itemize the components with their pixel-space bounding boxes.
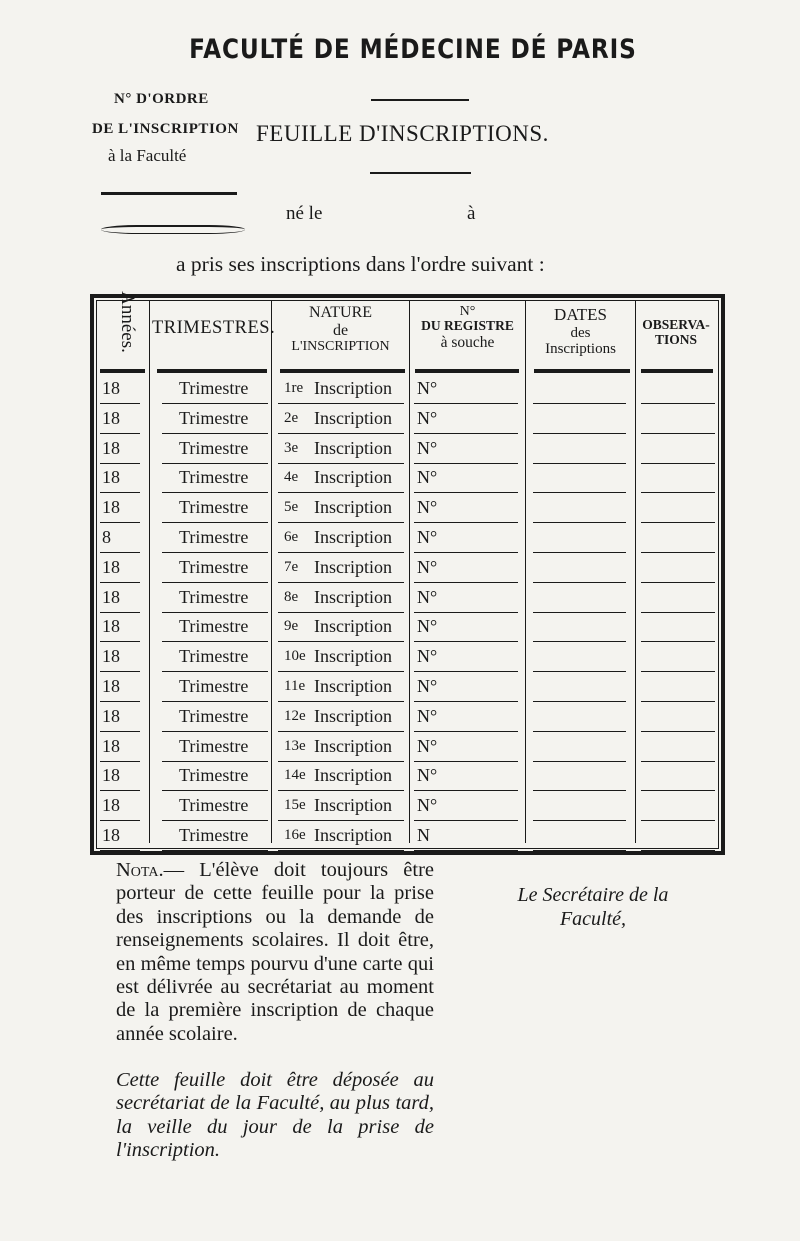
row-rule (414, 850, 518, 851)
inscription-cell: Inscription (314, 437, 392, 458)
header-nature (272, 304, 409, 355)
inscription-number-cell: 12e (284, 707, 306, 724)
registre-number-cell: N° (417, 735, 438, 756)
inscription-number-cell: 1re (284, 380, 304, 396)
year-cell: 18 (102, 825, 120, 845)
trimestre-cell: Trimestre (179, 497, 249, 518)
signature-line2: Faculté, (559, 908, 627, 930)
table-row (96, 612, 716, 642)
inscription-cell: Inscription (314, 407, 392, 428)
header-dates-line1: DATES (554, 305, 607, 324)
header-registre (410, 304, 525, 351)
feuille-title: FEUILLE D'INSCRIPTIONS. (256, 121, 549, 146)
registre-number-cell: N° (417, 705, 438, 726)
header-registre-line3: à souche (440, 334, 495, 352)
header-observations-line1: OBSERVA- (642, 317, 710, 332)
inscription-cell: Inscription (314, 467, 392, 488)
table-row (96, 493, 716, 523)
year-cell: 18 (102, 586, 120, 607)
registre-number-cell: N° (417, 527, 438, 547)
nota-label: Nota. (116, 859, 164, 881)
registre-number-cell: N° (417, 378, 438, 398)
inscription-number-cell: 5e (284, 499, 299, 516)
nota-text: — L'élève doit toujours être porteur de cette feuille pour la prise des inscriptions ou la demande de renseignements scolaires. Il doit être, en même temps pourvu d'une carte qui est délivrée au secrétariat au moment de la première inscription de chaque année scolaire. (116, 859, 434, 1045)
registre-number-cell: N° (417, 646, 438, 667)
table-row (96, 672, 716, 702)
a-la-faculte-label: à la Faculté (108, 146, 187, 165)
inscription-cell: Inscription (314, 795, 392, 816)
faculte-line (370, 172, 471, 174)
header-underline-observations (641, 369, 713, 373)
table-row (96, 553, 716, 583)
registre-number-cell: N (417, 825, 430, 845)
table-row (96, 732, 716, 762)
header-underline-registre (415, 369, 519, 373)
trimestre-cell: Trimestre (179, 527, 249, 547)
year-cell: 18 (102, 676, 120, 696)
trimestre-cell: Trimestre (179, 467, 249, 488)
registre-number-cell: N° (417, 586, 438, 607)
header-underline-dates (534, 369, 630, 373)
header-annees: Années. (117, 291, 138, 353)
registre-number-cell: N° (417, 676, 438, 696)
registre-number-cell: N° (417, 556, 438, 577)
numero-ordre-line (371, 99, 469, 101)
inscription-cell: Inscription (314, 497, 392, 518)
table-row (96, 463, 716, 493)
row-rule (100, 850, 140, 851)
trimestre-cell: Trimestre (179, 407, 249, 428)
trimestre-cell: Trimestre (179, 437, 249, 458)
registre-number-cell: N° (417, 795, 438, 816)
nota-paragraph (116, 859, 434, 1046)
table-row (96, 761, 716, 791)
table-row (96, 374, 716, 404)
page-title: FACULTÉ DE MÉDECINE DÉ PARIS (189, 34, 637, 65)
name-line-flourish (101, 225, 245, 234)
intro-text: a pris ses inscriptions dans l'ordre suivant : (176, 252, 545, 276)
inscription-number-cell: 2e (284, 409, 299, 426)
year-cell: 8 (102, 527, 111, 547)
year-cell: 18 (102, 765, 120, 786)
signature-line1: Le Secrétaire de la (517, 884, 669, 906)
year-cell: 18 (102, 735, 120, 756)
year-cell: 18 (102, 378, 120, 398)
numero-ordre-label: N° D'ORDRE (114, 91, 209, 107)
registre-number-cell: N° (417, 497, 438, 518)
header-registre-line2: DU REGISTRE (421, 318, 514, 334)
name-line-top (101, 192, 237, 195)
year-cell: 18 (102, 646, 120, 667)
a-label: à (467, 203, 476, 224)
inscription-cell: Inscription (314, 556, 392, 577)
trimestre-cell: Trimestre (179, 735, 249, 756)
table-row (96, 821, 716, 851)
year-cell: 18 (102, 467, 120, 488)
inscription-cell: Inscription (314, 378, 392, 398)
inscription-cell: Inscription (314, 765, 392, 786)
year-cell: 18 (102, 616, 120, 637)
header-dates-line2: des (570, 324, 591, 341)
inscription-cell: Inscription (314, 586, 392, 607)
header-trimestres: TRIMESTRES. (152, 318, 276, 338)
header-observations (636, 318, 716, 348)
header-registre-line1: N° (459, 304, 476, 319)
trimestre-cell: Trimestre (179, 616, 249, 637)
header-underline-annees (100, 369, 145, 373)
year-cell: 18 (102, 497, 120, 518)
table-row (96, 642, 716, 672)
header-observations-line2: TIONS (654, 331, 698, 347)
year-cell: 18 (102, 556, 120, 577)
inscription-cell: Inscription (314, 527, 392, 547)
table-row (96, 404, 716, 434)
inscription-number-cell: 6e (284, 529, 299, 545)
inscription-number-cell: 14e (284, 767, 306, 784)
header-dates-line3: Inscriptions (545, 341, 616, 358)
inscription-number-cell: 10e (284, 648, 306, 665)
table-row (96, 702, 716, 732)
registre-number-cell: N° (417, 467, 438, 488)
trimestre-cell: Trimestre (179, 556, 249, 577)
inscription-number-cell: 9e (284, 618, 299, 635)
trimestre-cell: Trimestre (179, 586, 249, 607)
year-cell: 18 (102, 705, 120, 726)
year-cell: 18 (102, 407, 120, 428)
row-rule (533, 850, 626, 851)
inscription-number-cell: 11e (284, 678, 306, 694)
table-row (96, 791, 716, 821)
table-row (96, 523, 716, 553)
row-rule (162, 850, 268, 851)
trimestre-cell: Trimestre (179, 765, 249, 786)
registre-number-cell: N° (417, 407, 438, 428)
inscription-number-cell: 7e (284, 558, 299, 575)
header-underline-nature (280, 369, 405, 373)
inscription-cell: Inscription (314, 705, 392, 726)
trimestre-cell: Trimestre (179, 795, 249, 816)
row-rule (641, 850, 715, 851)
inscription-number-cell: 13e (284, 737, 306, 754)
inscription-number-cell: 8e (284, 588, 299, 605)
inscription-cell: Inscription (314, 646, 392, 667)
inscription-cell: Inscription (314, 616, 392, 637)
trimestre-cell: Trimestre (179, 646, 249, 667)
inscription-cell: Inscription (314, 676, 392, 696)
year-cell: 18 (102, 437, 120, 458)
trimestre-cell: Trimestre (179, 825, 249, 845)
inscription-cell: Inscription (314, 825, 392, 845)
trimestre-cell: Trimestre (179, 378, 249, 398)
header-nature-line3: L'INSCRIPTION (291, 339, 390, 355)
signature-block (488, 883, 698, 931)
registre-number-cell: N° (417, 765, 438, 786)
inscription-number-cell: 3e (284, 439, 299, 456)
header-underline-trimestres (157, 369, 267, 373)
inscription-number-cell: 15e (284, 797, 306, 814)
nota-italic-paragraph: Cette feuille doit être déposée au secrétariat de la Faculté, au plus tard, la veille du jour de la prise de l'inscription. (116, 1069, 434, 1162)
registre-number-cell: N° (417, 616, 438, 637)
table-row (96, 434, 716, 464)
inscription-number-cell: 16e (284, 827, 306, 843)
inscription-label: DE L'INSCRIPTION (92, 121, 239, 137)
header-dates (526, 306, 635, 358)
inscription-number-cell: 4e (284, 469, 299, 486)
trimestre-cell: Trimestre (179, 676, 249, 696)
ne-le-label: né le (286, 203, 323, 224)
table-row (96, 583, 716, 613)
trimestre-cell: Trimestre (179, 705, 249, 726)
inscription-cell: Inscription (314, 735, 392, 756)
header-nature-line2: de (332, 321, 349, 339)
header-nature-line1: NATURE (308, 304, 373, 321)
registre-number-cell: N° (417, 437, 438, 458)
row-rule (278, 850, 404, 851)
year-cell: 18 (102, 795, 120, 816)
